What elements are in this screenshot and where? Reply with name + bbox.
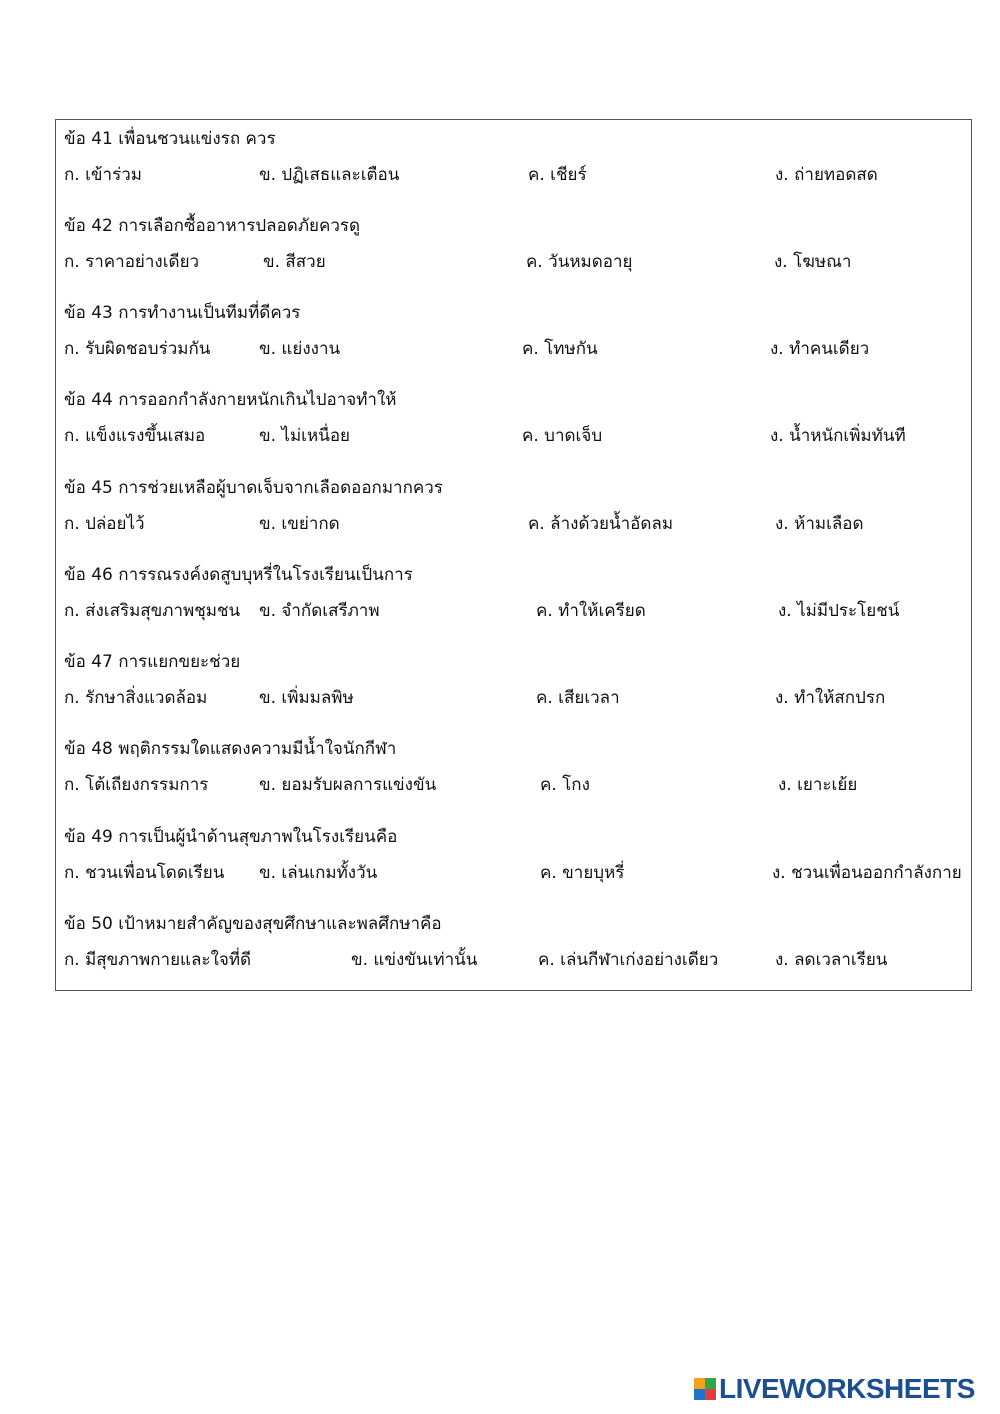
- option-b[interactable]: ข. ปฏิเสธและเตือน: [259, 165, 400, 185]
- question-text: ข้อ 43 การทำงานเป็นทีมที่ดีควร: [64, 303, 301, 323]
- question-43: [56, 297, 973, 377]
- question-text: ข้อ 49 การเป็นผู้นำด้านสุขภาพในโรงเรียนคือ: [64, 827, 398, 847]
- question-44: [56, 384, 973, 464]
- option-b[interactable]: ข. ยอมรับผลการแข่งขัน: [259, 775, 437, 795]
- question-42: [56, 210, 973, 290]
- question-text: ข้อ 46 การรณรงค์งดสูบบุหรี่ในโรงเรียนเป็นการ: [64, 565, 413, 585]
- question-text: ข้อ 45 การช่วยเหลือผู้บาดเจ็บจากเลือดออกมากควร: [64, 478, 443, 498]
- option-d[interactable]: ง. น้ำหนักเพิ่มทันที: [770, 426, 906, 446]
- question-text: ข้อ 50 เป้าหมายสำคัญของสุขศึกษาและพลศึกษาคือ: [64, 914, 442, 934]
- option-c[interactable]: ค. เสียเวลา: [536, 688, 620, 708]
- question-text: ข้อ 47 การแยกขยะช่วย: [64, 652, 241, 672]
- option-d[interactable]: ง. ถ่ายทอดสด: [775, 165, 878, 185]
- logo-tile: [694, 1389, 705, 1400]
- liveworksheets-brand: [694, 1374, 975, 1404]
- option-c[interactable]: ค. ล้างด้วยน้ำอัดลม: [528, 514, 674, 534]
- option-a[interactable]: ก. ส่งเสริมสุขภาพชุมชน: [64, 601, 241, 621]
- question-text: ข้อ 48 พฤติกรรมใดแสดงความมีน้ำใจนักกีฬา: [64, 739, 397, 759]
- question-46: [56, 559, 973, 639]
- question-text: ข้อ 42 การเลือกซื้ออาหารปลอดภัยควรดู: [64, 216, 361, 236]
- question-48: [56, 733, 973, 813]
- option-c[interactable]: ค. ขายบุหรี่: [540, 863, 625, 883]
- option-b[interactable]: ข. จำกัดเสรีภาพ: [259, 601, 380, 621]
- option-a[interactable]: ก. เข้าร่วม: [64, 165, 142, 185]
- option-d[interactable]: ง. ไม่มีประโยชน์: [778, 601, 900, 621]
- option-b[interactable]: ข. แย่งงาน: [259, 339, 341, 359]
- option-c[interactable]: ค. โกง: [540, 775, 590, 795]
- question-text: ข้อ 41 เพื่อนชวนแข่งรถ ควร: [64, 129, 276, 149]
- option-a[interactable]: ก. รักษาสิ่งแวดล้อม: [64, 688, 208, 708]
- question-47: [56, 646, 973, 726]
- logo-tile: [705, 1389, 716, 1400]
- quiz-box: [55, 119, 972, 991]
- question-49: [56, 821, 973, 901]
- option-b[interactable]: ข. เพิ่มมลพิษ: [259, 688, 354, 708]
- option-d[interactable]: ง. ทำคนเดียว: [770, 339, 870, 359]
- option-a[interactable]: ก. ราคาอย่างเดียว: [64, 252, 200, 272]
- option-a[interactable]: ก. ปล่อยไว้: [64, 514, 145, 534]
- option-c[interactable]: ค. บาดเจ็บ: [522, 426, 603, 446]
- option-a[interactable]: ก. โต้เถียงกรรมการ: [64, 775, 209, 795]
- option-d[interactable]: ง. ลดเวลาเรียน: [775, 950, 888, 970]
- question-50: [56, 908, 973, 988]
- question-41: [56, 123, 973, 203]
- option-c[interactable]: ค. เล่นกีฬาเก่งอย่างเดียว: [538, 950, 719, 970]
- option-c[interactable]: ค. โทษกัน: [522, 339, 598, 359]
- option-b[interactable]: ข. เล่นเกมทั้งวัน: [259, 863, 378, 883]
- option-a[interactable]: ก. ชวนเพื่อนโดดเรียน: [64, 863, 225, 883]
- question-45: [56, 472, 973, 552]
- option-d[interactable]: ง. ห้ามเลือด: [775, 514, 864, 534]
- option-d[interactable]: ง. ชวนเพื่อนออกกำลังกาย: [772, 863, 962, 883]
- liveworksheets-logo-icon: [694, 1378, 716, 1400]
- option-b[interactable]: ข. สีสวย: [263, 252, 326, 272]
- brand-name: LIVEWORKSHEETS: [719, 1373, 975, 1404]
- option-a[interactable]: ก. มีสุขภาพกายและใจที่ดี: [64, 950, 252, 970]
- option-a[interactable]: ก. แข็งแรงขึ้นเสมอ: [64, 426, 206, 446]
- question-text: ข้อ 44 การออกกำลังกายหนักเกินไปอาจทำให้: [64, 390, 397, 410]
- logo-tile: [705, 1378, 716, 1389]
- option-b[interactable]: ข. แข่งขันเท่านั้น: [351, 950, 478, 970]
- option-a[interactable]: ก. รับผิดชอบร่วมกัน: [64, 339, 211, 359]
- logo-tile: [694, 1378, 705, 1389]
- option-d[interactable]: ง. โฆษณา: [774, 252, 852, 272]
- option-d[interactable]: ง. ทำให้สกปรก: [775, 688, 886, 708]
- option-c[interactable]: ค. เชียร์: [528, 165, 587, 185]
- option-c[interactable]: ค. ทำให้เครียด: [536, 601, 646, 621]
- option-c[interactable]: ค. วันหมดอายุ: [526, 252, 633, 272]
- option-d[interactable]: ง. เยาะเย้ย: [778, 775, 858, 795]
- option-b[interactable]: ข. ไม่เหนื่อย: [259, 426, 350, 446]
- option-b[interactable]: ข. เขย่ากด: [259, 514, 340, 534]
